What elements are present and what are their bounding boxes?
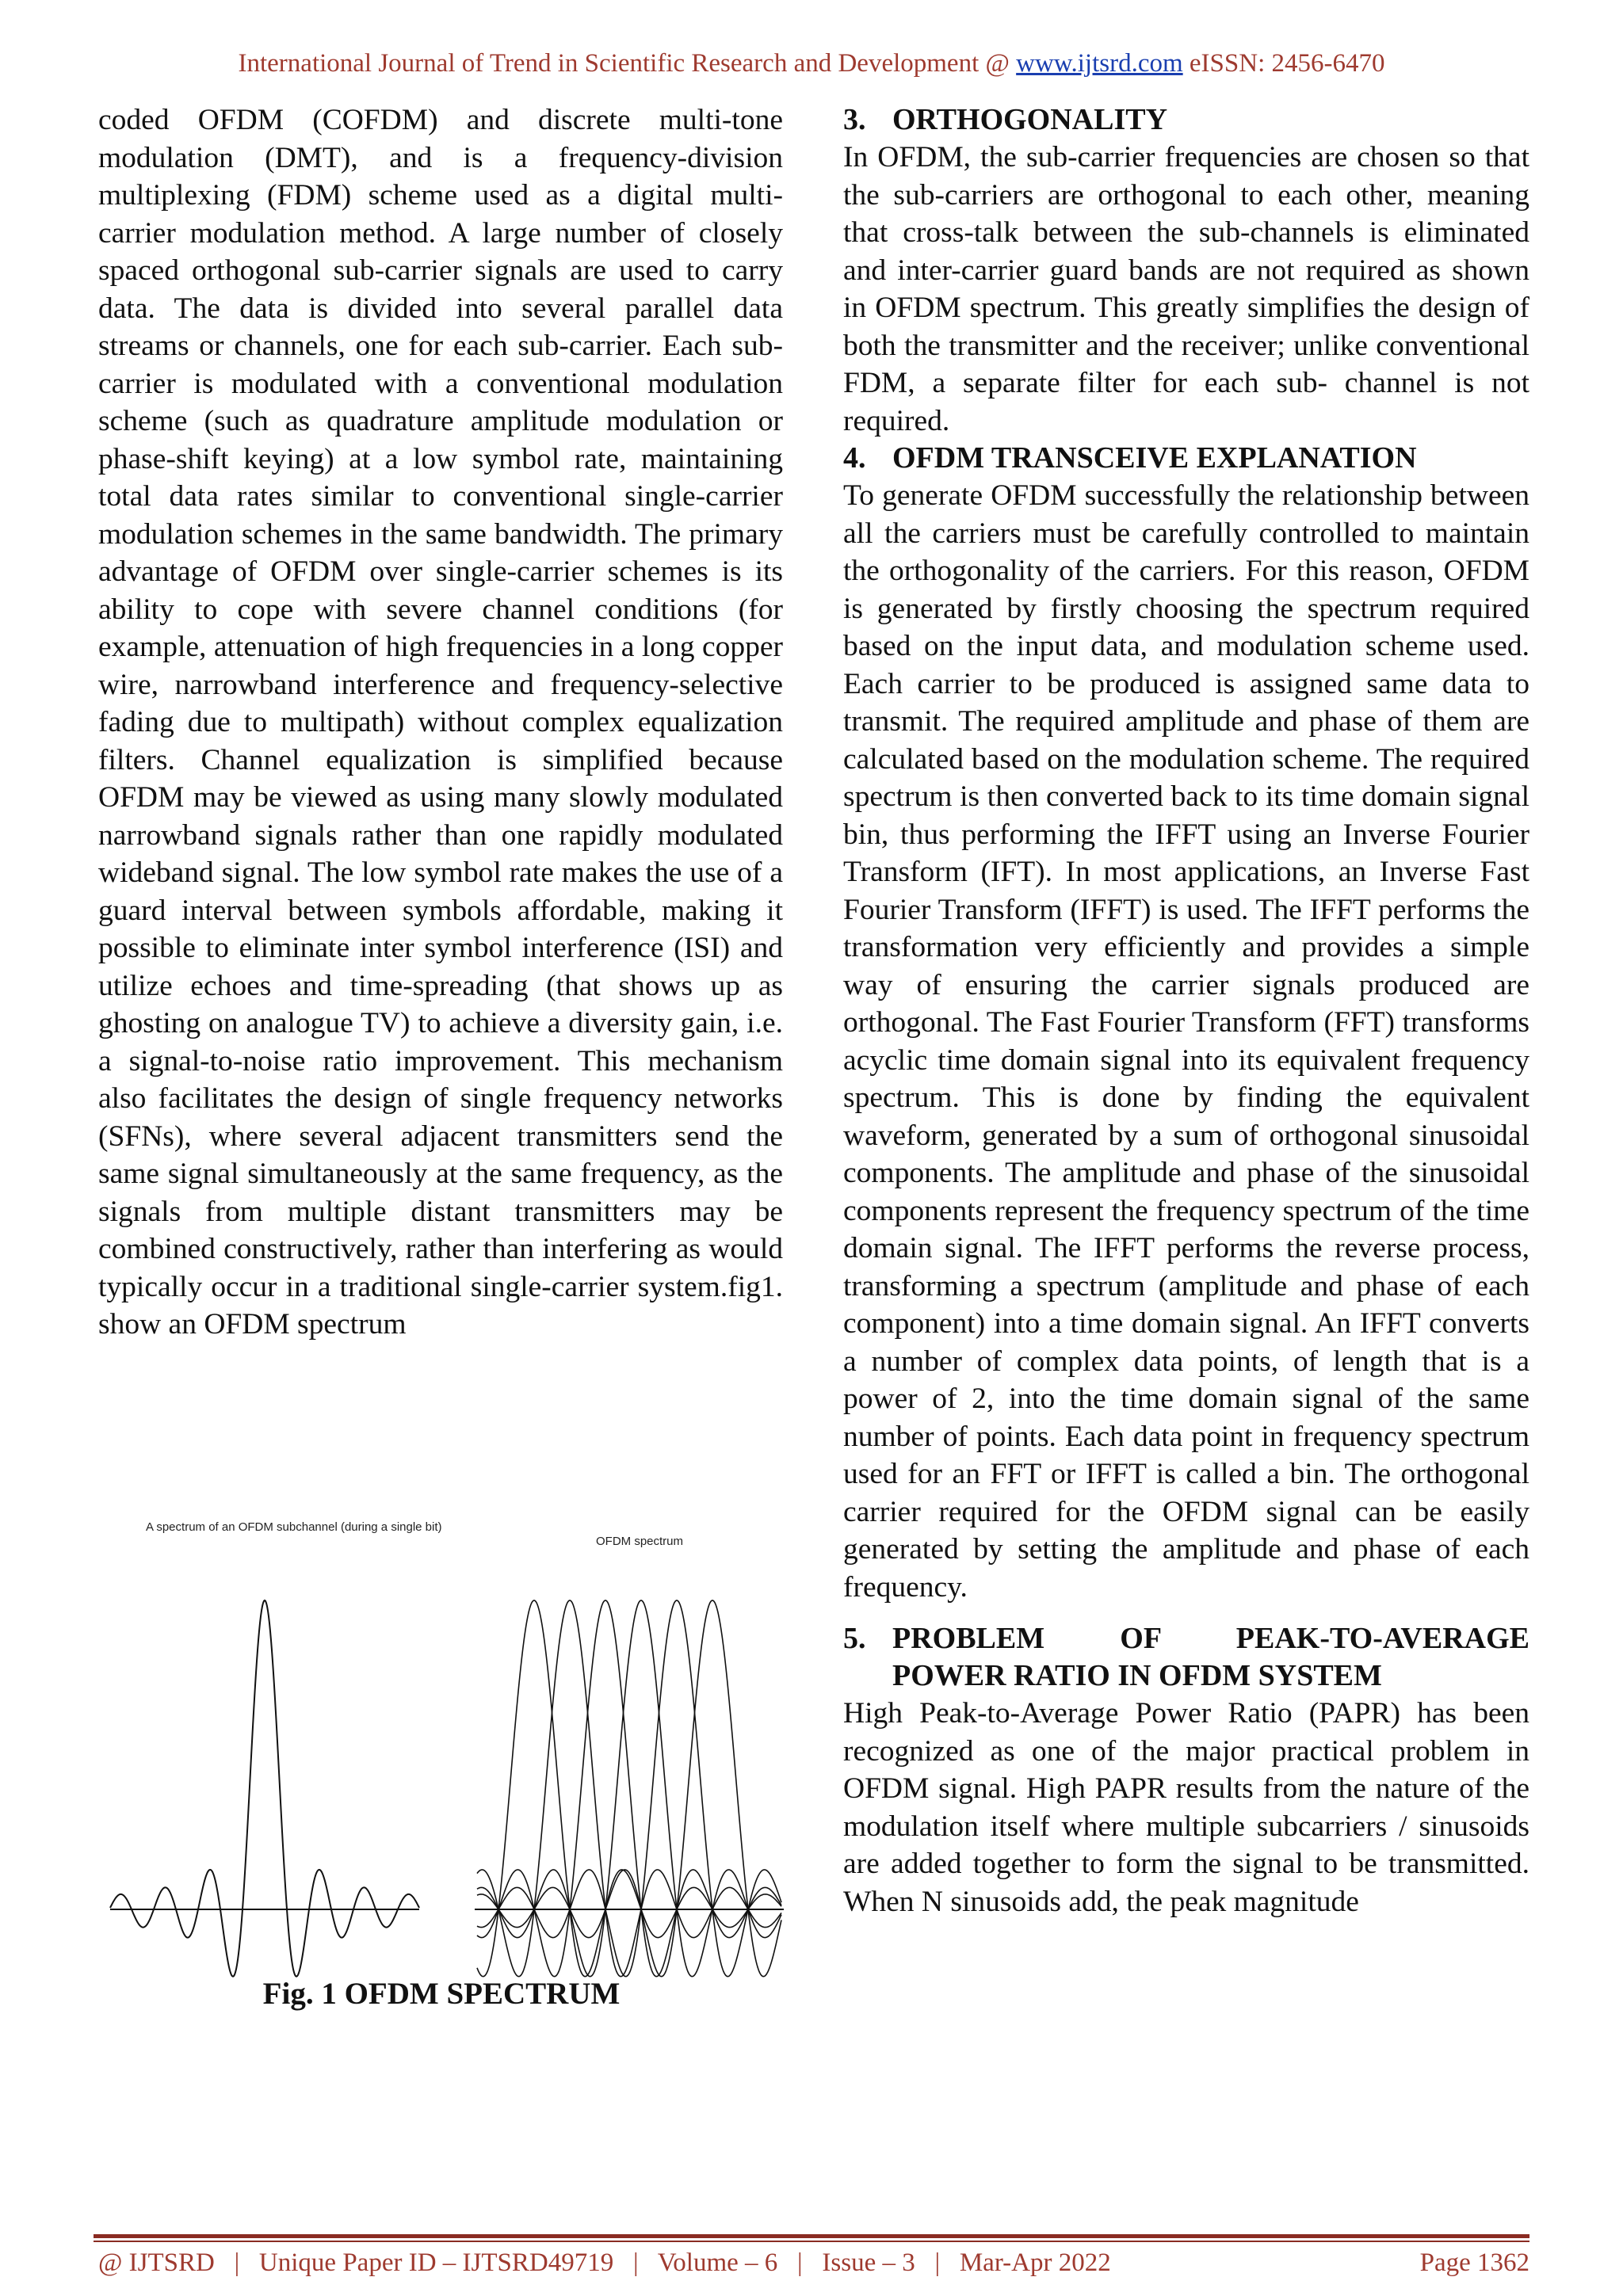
footer-page-number: Page 1362 bbox=[1419, 2248, 1529, 2277]
section-5-title-line2: POWER RATIO IN OFDM SYSTEM bbox=[892, 1659, 1382, 1692]
left-plot-title: A spectrum of an OFDM subchannel (during a single bit) bbox=[146, 1520, 442, 1534]
left-sinc-curve bbox=[110, 1600, 419, 1977]
section-3-body: In OFDM, the sub-carrier frequencies are chosen so that the sub-carriers are orthogonal to each other, meaning that cross-talk between the sub-channels is eliminated and inter-carrier guard bands are not required as shown in OFDM spectrum. This greatly simplifies the design of both the transmitter and the receiver; unlike conventional FDM, a separate filter for each sub- channel is not required. bbox=[843, 141, 1529, 437]
section-4-heading bbox=[843, 440, 1529, 477]
figure-caption: Fig. 1 OFDM SPECTRUM bbox=[262, 1977, 621, 2011]
section-4-number: 4. bbox=[843, 441, 866, 475]
figure-plots bbox=[98, 1505, 796, 1981]
journal-website-link[interactable]: www.ijtsrd.com bbox=[1016, 49, 1183, 78]
section-5-heading bbox=[843, 1620, 1529, 1695]
footer-rule bbox=[94, 2234, 1529, 2238]
section-4-title: OFDM TRANSCEIVE EXPLANATION bbox=[892, 441, 1417, 475]
header-text: International Journal of Trend in Scientific Research and Development @ bbox=[238, 49, 1017, 78]
section-5-title-line1: PROBLEM OF PEAK-TO-AVERAGE bbox=[892, 1622, 1529, 1655]
ofdm-spectrum-figure bbox=[98, 1505, 796, 2012]
intro-paragraph: coded OFDM (COFDM) and discrete multi-tone modulation (DMT), and is a frequency-division multiplexing (FDM) scheme used as a digital multi-carrier modulation method. A large number of closely spaced orthogonal sub-carrier signals are used to carry data. The data is divided into several parallel data streams or channels, one for each sub-carrier. Each sub-carrier is modulated with a conventional modulation scheme (such as quadrature amplitude modulation or phase-shift keying) at a low symbol rate, maintaining total data rates similar to conventional single-carrier modulation schemes in the same bandwidth. The primary advantage of OFDM over single-carrier schemes is its ability to cope with severe channel conditions (for example, attenuation of high frequencies in a long copper wire, narrowband interference and frequency-selective fading due to multipath) without complex equalization filters. Channel equalization is simplified because OFDM may be viewed as using many slowly modulated narrowband signals rather than one rapidly modulated wideband signal. The low symbol rate makes the use of a guard interval between symbols affordable, making it possible to eliminate inter symbol interference (ISI) and utilize echoes and time-spreading (that shows up as ghosting on analogue TV) to achieve a diversity gain, i.e. a signal-to-noise ratio improvement. This mechanism also facilitates the design of single frequency networks (SFNs), where several adjacent transmitters send the same signal simultaneously at the same frequency, as the signals from multiple distant transmitters may be combined constructively, rather than interfering as would typically occur in a traditional single-carrier system.fig1. show an OFDM spectrum bbox=[98, 104, 783, 1341]
right-plot-title: OFDM spectrum bbox=[596, 1535, 684, 1548]
right-column bbox=[843, 101, 1529, 1920]
footer-rule-thin bbox=[94, 2241, 1529, 2242]
section-5-number: 5. bbox=[843, 1622, 866, 1655]
section-3-number: 3. bbox=[843, 103, 866, 136]
section-3-title: ORTHOGONALITY bbox=[892, 103, 1168, 136]
section-3-heading bbox=[843, 101, 1529, 139]
section-4-body: To generate OFDM successfully the relationship between all the carriers must be carefully controlled to maintain the orthogonality of the carriers. For this reason, OFDM is generated by firstly choosing the spectrum required based on the input data, and modulation scheme used. Each carrier to be produced is assigned same data to transmit. The required amplitude and phase of them are calculated based on the modulation scheme. The required spectrum is then converted back to its time domain signal bin, thus performing the IFFT using an Inverse Fourier Transform (IFT). In most applications, an Inverse Fast Fourier Transform (IFFT) is used. The IFFT performs the transformation very efficiently and provides a simple way of ensuring the carrier signals produced are orthogonal. The Fast Fourier Transform (FFT) transforms acyclic time domain signal into its equivalent frequency spectrum. This is done by finding the equivalent waveform, generated by a sum of orthogonal sinusoidal components. The amplitude and phase of the sinusoidal components represent the frequency spectrum of the time domain signal. The IFFT performs the reverse process, transforming a spectrum (amplitude and phase of each component) into a time domain signal. An IFFT converts a number of complex data points, of length that is a power of 2, into the time domain signal of the same number of points. Each data point in frequency spectrum used for an FFT or IFFT is called a bin. The orthogonal carrier required for the OFDM signal can be easily generated by setting the amplitude and phase of each frequency. bbox=[843, 479, 1529, 1604]
header-issn: eISSN: 2456-6470 bbox=[1182, 49, 1385, 78]
footer-paper-info: @ IJTSRD | Unique Paper ID – IJTSRD49719 | Volume – 6 | Issue – 3 | Mar-Apr 2022 bbox=[98, 2248, 1111, 2277]
section-5-body: High Peak-to-Average Power Ratio (PAPR) has been recognized as one of the major practical problem in OFDM signal. High PAPR results from the nature of the modulation itself where multiple subcarriers / sinusoids are added together to form the signal to be transmitted. When N sinusoids add, the peak magnitude bbox=[843, 1697, 1529, 1918]
right-sinc-curves bbox=[477, 1600, 781, 1977]
left-column bbox=[98, 101, 783, 1344]
journal-header bbox=[0, 49, 1623, 78]
